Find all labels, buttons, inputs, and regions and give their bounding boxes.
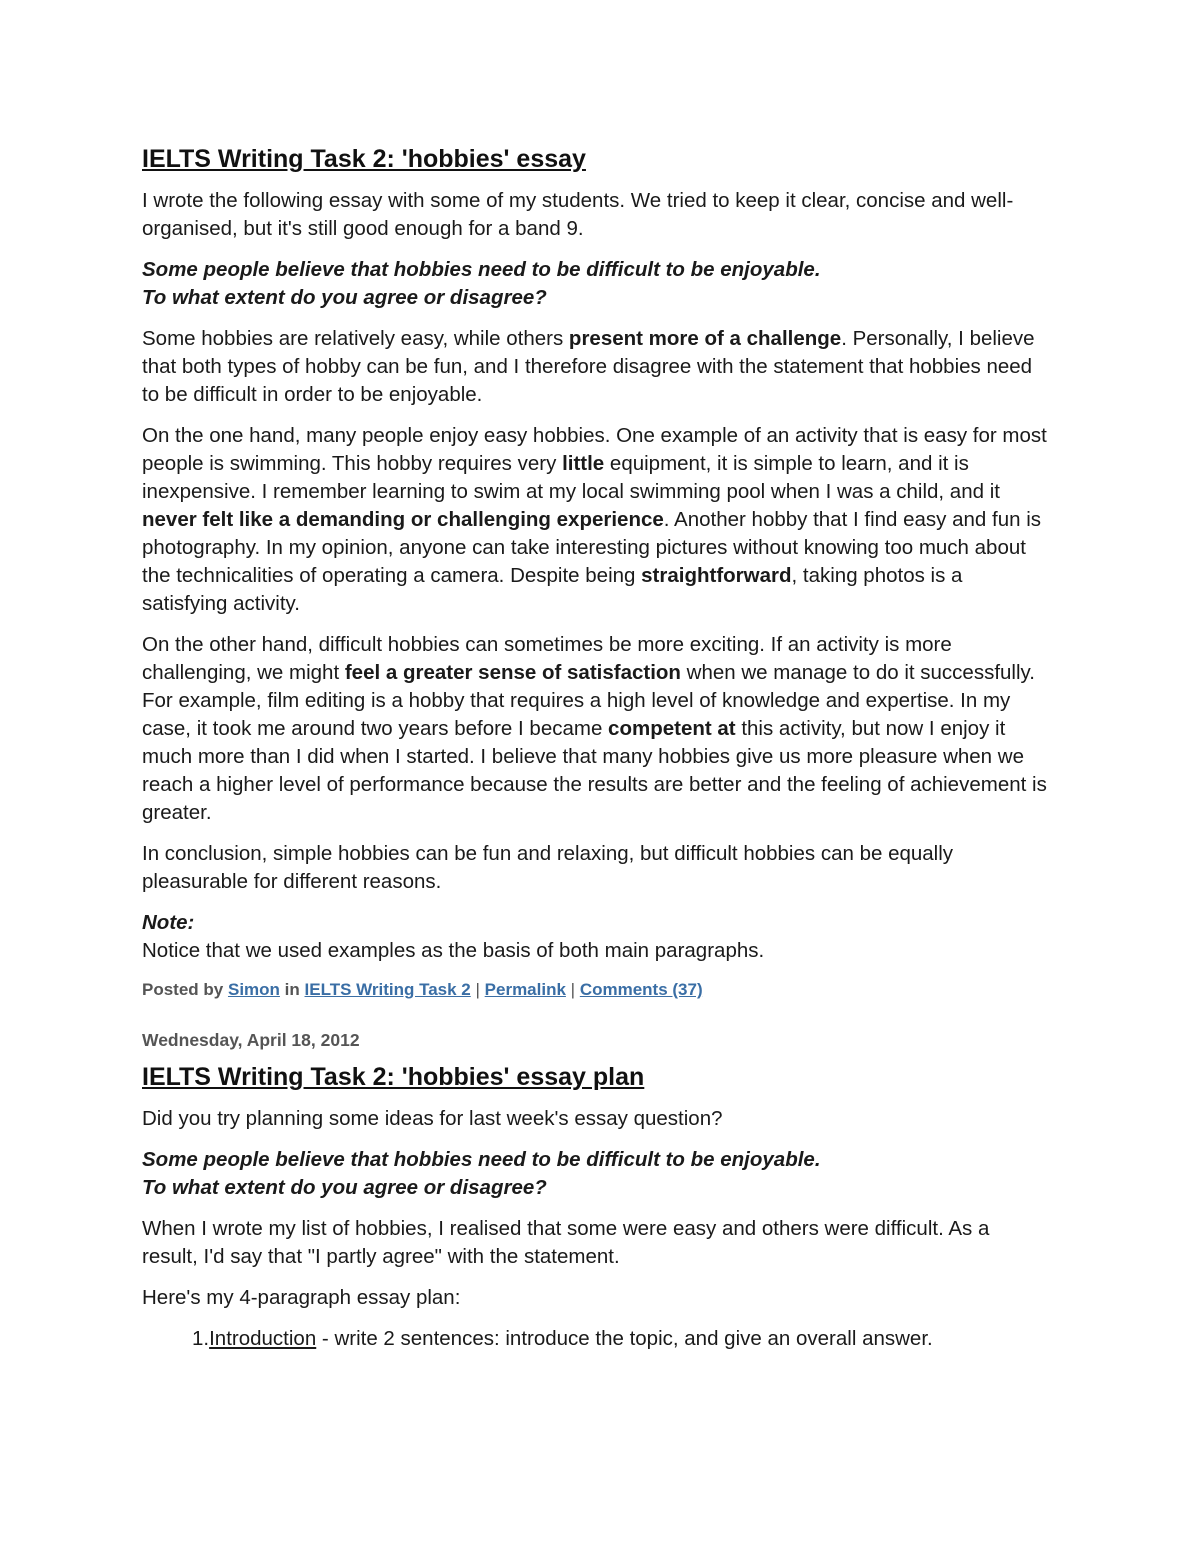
essay-paragraph-2 — [142, 422, 1050, 618]
essay-question-line-2: To what extent do you agree or disagree? — [142, 286, 547, 309]
post-intro: I wrote the following essay with some of my students. We tried to keep it clear, concise and well-organised, but it's still good enough for a band 9. — [142, 189, 1014, 240]
plan-list — [142, 1325, 1050, 1353]
category-link[interactable]: IELTS Writing Task 2 — [304, 980, 471, 999]
list-number: 1. — [192, 1327, 210, 1350]
highlight-phrase: competent at — [608, 717, 736, 740]
separator: | — [570, 980, 576, 999]
text-run: . Personally, I believe that both types of hobby can be fun, and I therefore disagree with the statement that hobbies need to be difficult in order to be enjoyable. — [142, 327, 1035, 406]
essay-question-line-1: Some people believe that hobbies need to be difficult to be enjoyable. — [142, 1148, 821, 1171]
essay-paragraph-1 — [142, 325, 1050, 409]
list-item — [192, 1325, 1050, 1353]
essay-conclusion: In conclusion, simple hobbies can be fun and relaxing, but difficult hobbies can be equally pleasurable for different reasons. — [142, 842, 954, 893]
plan-paragraph-2: Here's my 4-paragraph essay plan: — [142, 1286, 461, 1309]
permalink-link[interactable]: Permalink — [484, 980, 566, 999]
text-run: . Another hobby that I find easy and fun is photography. In my opinion, anyone can take interesting pictures without knowing too much about the technicalities of operating a camera. Despite being — [142, 508, 1042, 587]
note-text: Notice that we used examples as the basis of both main paragraphs. — [142, 939, 765, 962]
author-link[interactable]: Simon — [227, 980, 280, 999]
essay-question-line-2: To what extent do you agree or disagree? — [142, 1176, 547, 1199]
highlight-phrase: straightforward — [641, 564, 792, 587]
post-title[interactable]: IELTS Writing Task 2: 'hobbies' essay plan — [142, 1063, 645, 1091]
post-title[interactable]: IELTS Writing Task 2: 'hobbies' essay — [142, 145, 586, 173]
text-run: , taking photos is a satisfying activity. — [142, 564, 963, 615]
text-run: On the other hand, difficult hobbies can sometimes be more exciting. If an activity is more challenging, we might — [142, 633, 952, 684]
text-run: Some hobbies are relatively easy, while others — [142, 327, 569, 350]
essay-question — [142, 1146, 1050, 1202]
note-label: Note: — [142, 911, 195, 934]
highlight-phrase: feel a greater sense of satisfaction — [344, 661, 681, 684]
comments-link[interactable]: Comments (37) — [579, 980, 703, 999]
list-text: - write 2 sentences: introduce the topic, and give an overall answer. — [316, 1327, 933, 1350]
text-run: this activity, but now I enjoy it much more than I did when I started. I believe that many hobbies give us more pleasure when we reach a higher level of performance because the results are better and the feeling of achievement is greater. — [142, 717, 1047, 824]
blog-post-essay — [142, 144, 1050, 1002]
text-run: equipment, it is simple to learn, and it is inexpensive. I remember learning to swim at my local swimming pool when I was a child, and it — [142, 452, 1000, 503]
list-term: Introduction — [209, 1327, 317, 1350]
highlight-phrase: little — [562, 452, 605, 475]
post-footer — [142, 978, 1050, 1002]
in-label: in — [284, 980, 300, 999]
posted-by-label: Posted by — [142, 980, 224, 999]
blog-post-plan — [142, 1062, 1050, 1353]
date-header: Wednesday, April 18, 2012 — [142, 1030, 360, 1050]
highlight-phrase: never felt like a demanding or challenging experience — [142, 508, 664, 531]
text-run: when we manage to do it successfully. For example, film editing is a hobby that requires a high level of knowledge and expertise. In my case, it took me around two years before I became — [142, 661, 1035, 740]
separator: | — [475, 980, 480, 999]
plan-paragraph-1: When I wrote my list of hobbies, I realised that some were easy and others were difficult. As a result, I'd say that "I partly agree" with the statement. — [142, 1217, 990, 1268]
essay-question-line-1: Some people believe that hobbies need to be difficult to be enjoyable. — [142, 258, 821, 281]
text-run: On the one hand, many people enjoy easy hobbies. One example of an activity that is easy for most people is swimming. This hobby requires very — [142, 424, 1047, 475]
note — [142, 909, 1050, 965]
essay-paragraph-3 — [142, 631, 1050, 827]
essay-question — [142, 256, 1050, 312]
post-intro: Did you try planning some ideas for last week's essay question? — [142, 1107, 723, 1130]
highlight-phrase: present more of a challenge — [568, 327, 842, 350]
